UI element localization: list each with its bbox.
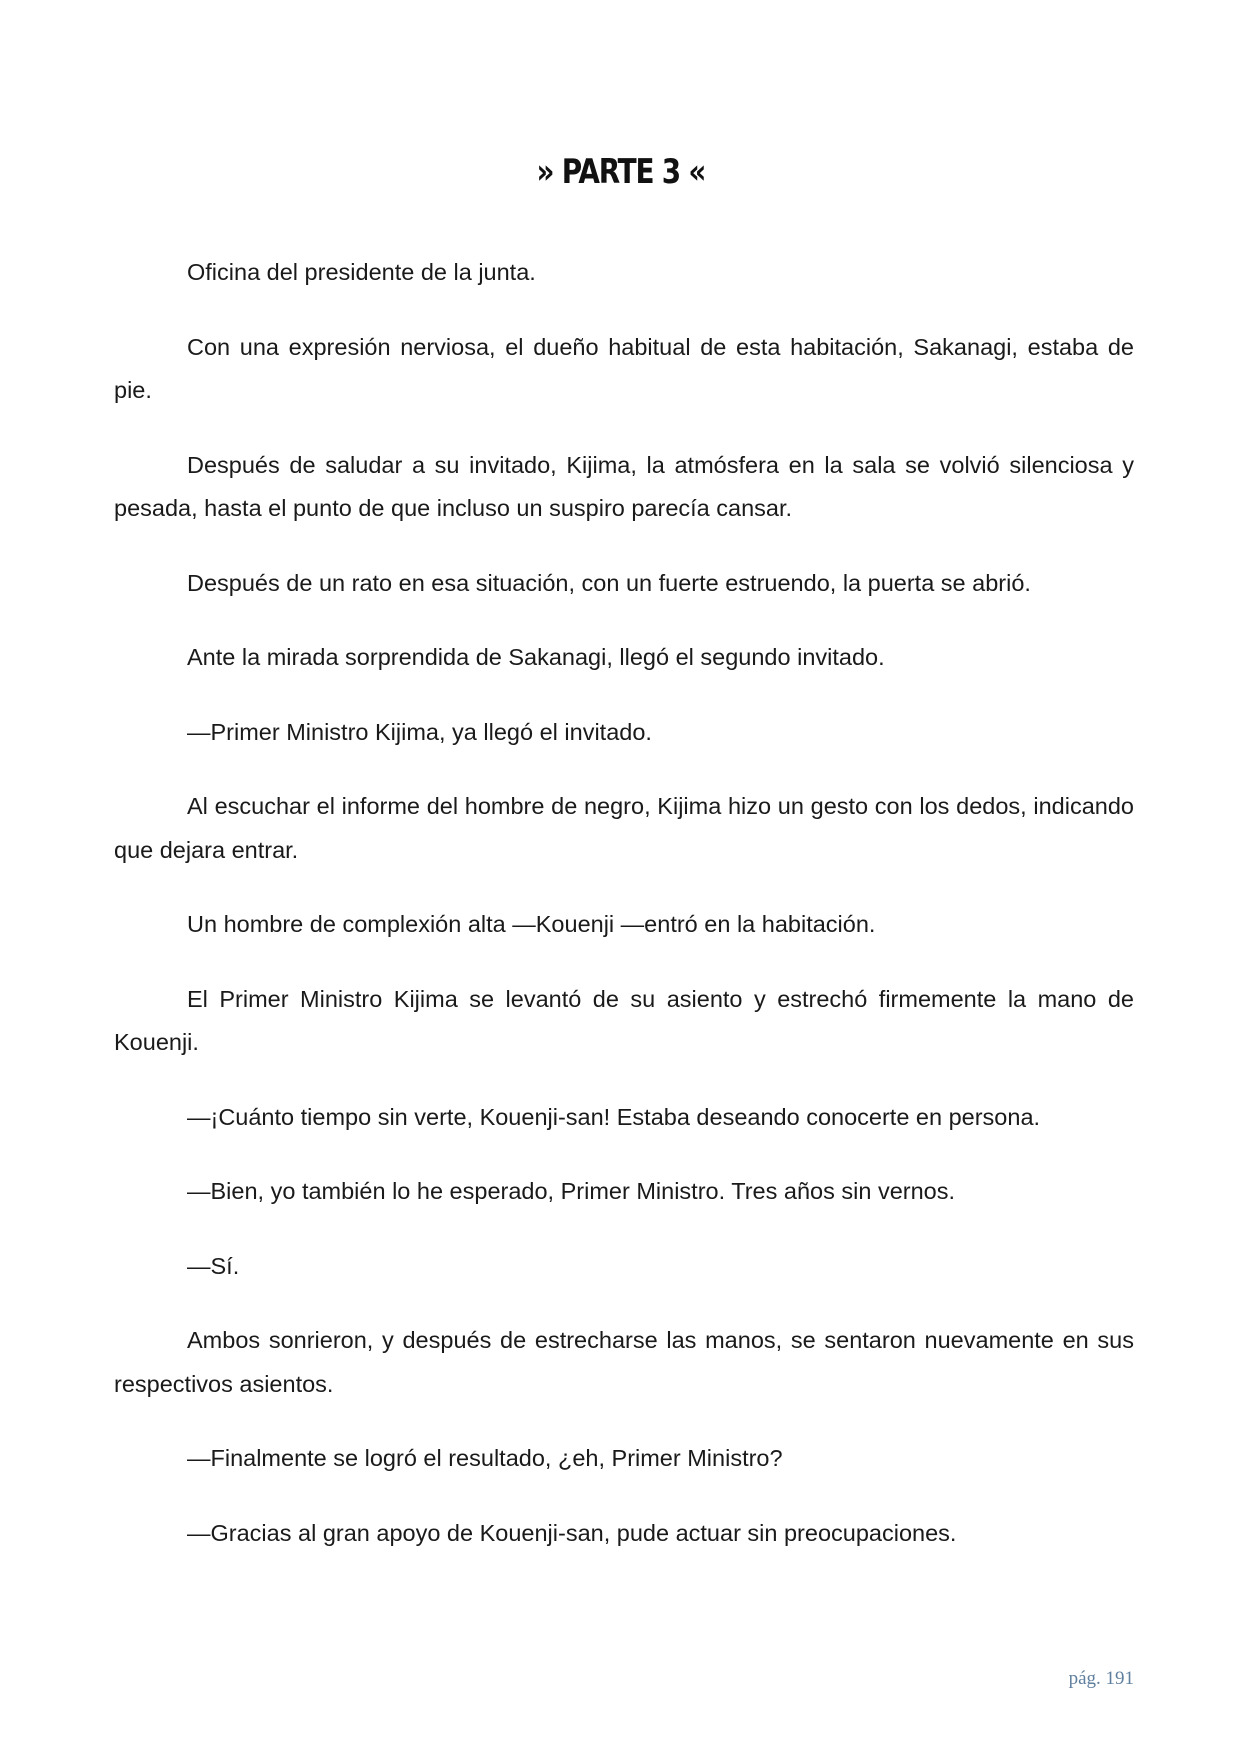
paragraph: —Primer Ministro Kijima, ya llegó el invitado. <box>187 718 652 745</box>
paragraph: —Bien, yo también lo he esperado, Primer Ministro. Tres años sin vernos. <box>187 1178 956 1204</box>
chapter-title: » PARTE 3 « <box>536 152 706 192</box>
paragraph: Después de saludar a su invitado, Kijima, la atmósfera en la sala se volvió silenciosa y pesada, hasta el punto de que incluso un suspiro parecía cansar. <box>114 451 1134 521</box>
paragraph: —Gracias al gran apoyo de Kouenji-san, pude actuar sin preocupaciones. <box>187 1519 957 1546</box>
paragraph: —¡Cuánto tiempo sin verte, Kouenji-san! Estaba deseando conocerte en persona. <box>187 1103 1041 1130</box>
paragraph: Ante la mirada sorprendida de Sakanagi, llegó el segundo invitado. <box>187 644 885 670</box>
body-text <box>114 251 1134 1586</box>
paragraph: Después de un rato en esa situación, con un fuerte estruendo, la puerta se abrió. <box>187 569 1031 596</box>
paragraph: —Finalmente se logró el resultado, ¿eh, Primer Ministro? <box>187 1445 783 1471</box>
page-number: pág. 191 <box>1068 1668 1134 1689</box>
paragraph: —Sí. <box>187 1252 240 1279</box>
paragraph: Un hombre de complexión alta —Kouenji —entró en la habitación. <box>187 911 876 937</box>
paragraph: Oficina del presidente de la junta. <box>187 259 536 285</box>
paragraph: Al escuchar el informe del hombre de negro, Kijima hizo un gesto con los dedos, indicando que dejara entrar. <box>114 793 1134 863</box>
paragraph: Con una expresión nerviosa, el dueño habitual de esta habitación, Sakanagi, estaba de pie. <box>114 333 1134 403</box>
paragraph: El Primer Ministro Kijima se levantó de su asiento y estrechó firmemente la mano de Kouenji. <box>114 985 1134 1055</box>
paragraph: Ambos sonrieron, y después de estrecharse las manos, se sentaron nuevamente en sus respectivos asientos. <box>114 1327 1134 1397</box>
